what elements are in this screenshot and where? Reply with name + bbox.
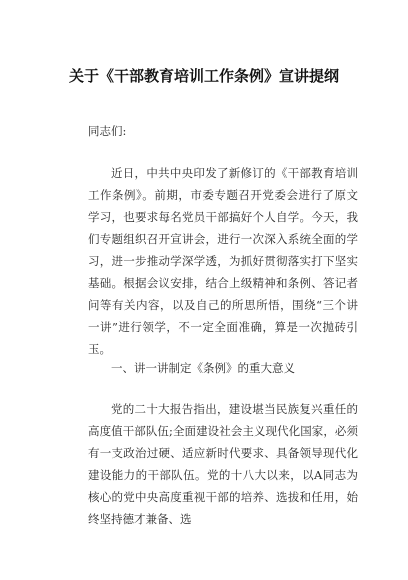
section-heading-1: 一、讲一讲制定《条例》的重大意义 [111, 361, 295, 375]
document-title: 关于《干部教育培训工作条例》宣讲提纲 [68, 67, 339, 85]
paragraph-intro: 近日，中共中央印发了新修订的《干部教育培训工作条例》。前期，市委专题召开党委会进行了原文学习，也要求每名党员干部搞好个人自学。今天，我们专题组织召开宣讲会，进行一次深入系统全面的学习，进一步推动学深学透，为抓好贯彻落实打下坚实基础。根据会议安排，结合上级精神和条例、答记者问等有关内容，以及自己的所思所悟，围绕“三个讲一讲”进行领学，不一定全面准确，算是一次抛砖引玉。 [88, 166, 358, 356]
paragraph-section-1: 党的二十大报告指出，建设堪当民族复兴重任的高度值干部队伍;全面建设社会主义现代化国家，必须有一支政治过硬、适应新时代要求、具备领导现代化建设能力的干部队伍。党的十八大以来，以A同志为核心的党中央高度重视干部的培养、选拔和任用，始终坚持德才兼备、选 [88, 402, 358, 526]
greeting: 同志们: [88, 124, 127, 138]
